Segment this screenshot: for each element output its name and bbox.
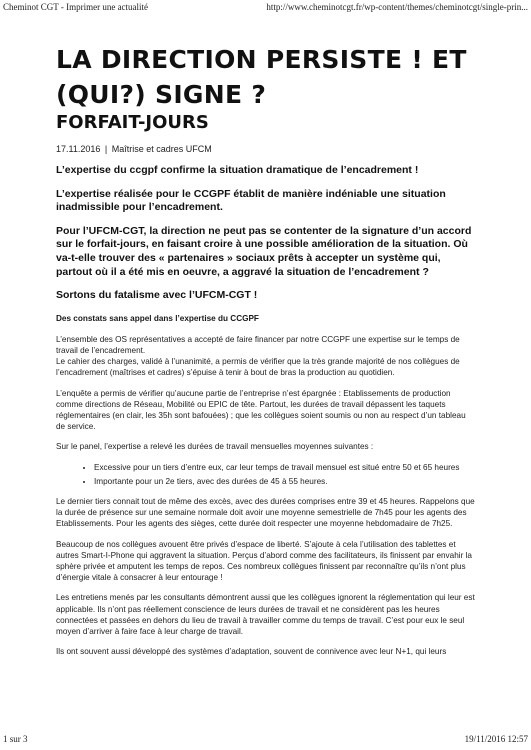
- print-site-title: Cheminot CGT - Imprimer une actualité: [3, 2, 149, 12]
- lead-paragraph: Pour l’UFCM-CGT, la direction ne peut pas se contenter de la signature d’un accord sur le forfait-jours, en faisant croire à une possible amélioration de la situation. Où va-t-elle trouver des « partenaires » sociaux prêts à accepter un système qui, partout où il a été mis en oeuvre, a aggravé la situation de l’encadrement ?: [56, 224, 472, 278]
- body-paragraph: Beaucoup de nos collègues avouent être privés d’espace de liberté. S’ajoute à cela l’utilisation des tablettes et autres Smart-I-Phone qui aggravent la situation. Perçus d’abord comme des facilitateurs, ils finissent par envahir la sphère privée et amputent les temps de repos. Ces nombreux collègues finissent par reconnaître qu’ils n’ont plus d’énergie vitale à consacrer à leur entourage !: [56, 539, 472, 583]
- bullet-item: • Importante pour un 2e tiers, avec des durées de 45 à 55 heures.: [94, 476, 476, 487]
- article-subtitle: FORFAIT-JOURS: [56, 112, 209, 133]
- bullet-list: [56, 462, 476, 487]
- article-category: Maîtrise et cadres UFCM: [111, 144, 212, 154]
- body-line: Le cahier des charges, validé à l’unanimité, a permis de vérifier que la très grande majorité de nos collègues de l’encadrement (maîtrises et cadres) s’épuise à tenir à bout de bras la production au quotidien.: [56, 357, 460, 378]
- body-paragraph: Ils ont souvent aussi développé des systèmes d’adaptation, souvent de connivence avec leur N+1, qui leurs: [56, 647, 447, 657]
- body-paragraph: Sur le panel, l’expertise a relevé les durées de travail mensuelles moyennes suivantes :: [56, 442, 374, 452]
- article: [56, 42, 476, 666]
- meta-separator: |: [104, 144, 108, 154]
- page-number: 1 sur 3: [3, 734, 28, 744]
- print-header: [3, 2, 528, 14]
- section-heading: Des constats sans appel dans l’expertise du CCGPF: [56, 313, 259, 323]
- body-line: L’ensemble des OS représentatives a accepté de faire financer par notre CCGPF une expertise sur le temps de travail de l’encadrement.: [56, 334, 460, 355]
- print-timestamp: 19/11/2016 12:57: [464, 734, 528, 744]
- lead-paragraph: Sortons du fatalisme avec l’UFCM-CGT !: [56, 289, 258, 302]
- body-paragraph: L’enquête a permis de vérifier qu’aucune partie de l’entreprise n’est épargnée : Etablissements de production comme directions de Réseau, Mobilité ou EPIC de tête. Partout, les durées de travail dépassent les taquets réglementaires (en clair, les 35h sont bafouées) ; que les collègues soient soumis ou non au respect d’un tableau de service.: [56, 388, 466, 432]
- lead-paragraph: L’expertise du ccgpf confirme la situation dramatique de l’encadrement !: [56, 164, 419, 176]
- bullet-item: • Excessive pour un tiers d’entre eux, car leur temps de travail mensuel est situé entre 50 et 65 heures: [94, 462, 476, 473]
- print-url: http://www.cheminotcgt.fr/wp-content/themes/cheminotcgt/single-prin...: [266, 2, 528, 12]
- article-date: 17.11.2016: [56, 144, 101, 154]
- body-paragraph: Le dernier tiers connait tout de même des excès, avec des durées comprises entre 39 et 45 heures. Rappelons que la durée de présence sur une semaine normale doit avoir une moyenne semestrielle de 7h45 pour les agents des Etablissements. Pour les agents des sièges, cette durée doit respecter une moyenne hebdomadaire de 7h25.: [56, 496, 475, 529]
- body-paragraph: Les entretiens menés par les consultants démontrent aussi que les collègues ignorent la réglementation qui leur est applicable. Ils n’ont pas réellement conscience de leurs durées de travail et ne considèrent pas les heures connectées et passées en dehors du lieu de travail à travailler comme du temps de travail. C’est pour eux le seul moyen d’arriver à faire face à leur charge de travail.: [56, 593, 475, 637]
- print-footer: [3, 734, 528, 746]
- lead-paragraph: L’expertise réalisée pour le CCGPF établit de manière indéniable une situation inadmissible pour l’encadrement.: [56, 187, 446, 214]
- article-title: LA DIRECTION PERSISTE ! ET (QUI?) SIGNE ?: [56, 45, 467, 109]
- article-meta: [56, 143, 476, 155]
- body-paragraph: [56, 334, 476, 379]
